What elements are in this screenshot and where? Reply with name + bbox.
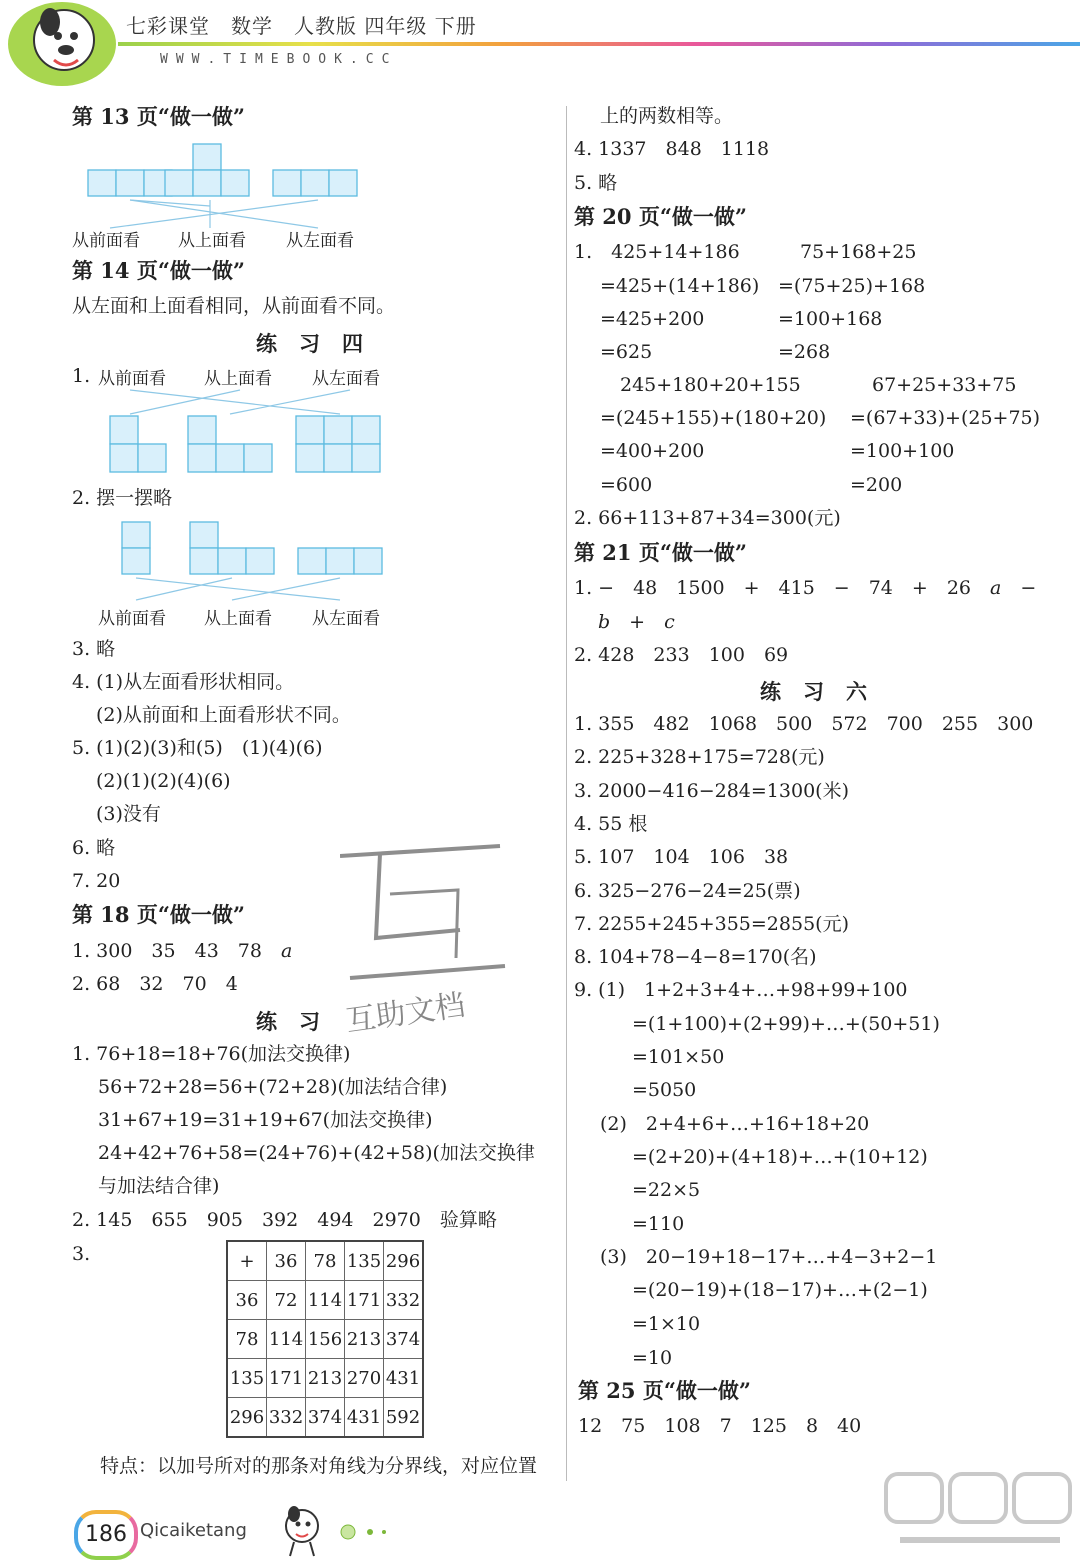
- ex6-line: =22×5: [632, 1179, 701, 1201]
- ex5-line: 1. 76+18=18+76(加法交换律): [72, 1043, 351, 1065]
- table-row: [227, 1359, 423, 1398]
- ex5-line: 56+72+28=56+(72+28)(加法结合律): [98, 1076, 448, 1098]
- p20-line: =625: [600, 341, 653, 363]
- watermark-text: 互助文档: [343, 987, 468, 1040]
- table-cell: 332: [384, 1281, 424, 1320]
- ex4-line: 3. 略: [72, 638, 116, 660]
- table-cell: 78: [306, 1241, 345, 1281]
- table-cell: 431: [384, 1359, 424, 1398]
- p20-line: =400+200: [600, 440, 705, 462]
- p20-col2-line: =(75+25)+168: [778, 275, 926, 297]
- right-line: 4. 1337 848 1118: [574, 138, 770, 160]
- table-cell: 332: [267, 1398, 306, 1438]
- ex5-line: 与加法结合律): [98, 1175, 220, 1197]
- p20-col2-line: =268: [778, 341, 831, 363]
- table-cell: 431: [345, 1398, 384, 1438]
- table-cell: 213: [306, 1359, 345, 1398]
- p13-label-front: 从前面看: [72, 231, 140, 251]
- ex4-q2-label-top: 从上面看: [204, 609, 272, 629]
- p13-heading: 第 13 页“做一做”: [72, 104, 246, 129]
- ex6-line: 6. 325−276−24=25(票): [574, 880, 801, 902]
- p18-heading: 第 18 页“做一做”: [72, 902, 246, 927]
- ex6-line: =(1+100)+(2+99)+…+(50+51): [632, 1013, 940, 1035]
- p18-q1: 1. 300 35 43 78 a: [72, 940, 293, 962]
- ex4-q2: 2. 摆一摆略: [72, 487, 173, 509]
- header-url: WWW.TIMEBOOK.CC: [160, 52, 398, 67]
- table-cell: 296: [384, 1241, 424, 1281]
- table-cell: +: [227, 1241, 267, 1281]
- addition-table: [226, 1240, 424, 1438]
- table-cell: 374: [384, 1320, 424, 1359]
- footer-mascot-icon: [272, 1502, 336, 1558]
- table-cell: 270: [345, 1359, 384, 1398]
- table-cell: 114: [306, 1281, 345, 1320]
- ex6-line: =5050: [632, 1079, 697, 1101]
- table-row: [227, 1241, 423, 1281]
- ex6-line: 3. 2000−416−284=1300(米): [574, 780, 849, 802]
- p21-q1: 1. − 48 1500 + 415 − 74 + 26 a −: [574, 577, 1037, 599]
- right-line: 5. 略: [574, 172, 618, 194]
- table-cell: 171: [267, 1359, 306, 1398]
- ex4-line: (2)从前面和上面看形状不同。: [96, 704, 351, 726]
- table-row: [227, 1398, 423, 1438]
- ex4-line: 5. (1)(2)(3)和(5) (1)(4)(6): [72, 737, 323, 759]
- table-cell: 114: [267, 1320, 306, 1359]
- table-cell: 171: [345, 1281, 384, 1320]
- table-cell: 72: [267, 1281, 306, 1320]
- table-cell: 296: [227, 1398, 267, 1438]
- p20-line: =425+(14+186): [600, 275, 760, 297]
- ex6-line: 1. 355 482 1068 500 572 700 255 300: [574, 713, 1034, 735]
- p20-col2-line: 67+25+33+75: [872, 374, 1017, 396]
- p18-q2: 2. 68 32 70 4: [72, 973, 238, 995]
- p13-label-left: 从左面看: [286, 231, 354, 251]
- p20-heading: 第 20 页“做一做”: [574, 204, 748, 229]
- p21-q2: 2. 428 233 100 69: [574, 644, 789, 666]
- ex6-line: 5. 107 104 106 38: [574, 846, 789, 868]
- ex6-line: 7. 2255+245+355=2855(元): [574, 913, 849, 935]
- ex6-line: 8. 104+78−4−8=170(名): [574, 946, 817, 968]
- ex6-line: =(2+20)+(4+18)+…+(10+12): [632, 1146, 928, 1168]
- table-cell: 135: [227, 1359, 267, 1398]
- ex5-line: 24+42+76+58=(24+76)+(42+58)(加法交换律: [98, 1142, 535, 1164]
- ex6-line: (2) 2+4+6+…+16+18+20: [600, 1113, 870, 1135]
- ex4-q1-label-left: 从左面看: [312, 369, 380, 389]
- ex6-line: (3) 20−19+18−17+…+4−3+2−1: [600, 1246, 938, 1268]
- p21-heading: 第 21 页“做一做”: [574, 540, 748, 565]
- p20-col2-line: 75+168+25: [800, 241, 917, 263]
- ex4-line: (2)(1)(2)(4)(6): [96, 770, 231, 792]
- ex5-line: 31+67+19=31+19+67(加法交换律): [98, 1109, 433, 1131]
- ex4-q2-label-front: 从前面看: [98, 609, 166, 629]
- p20-line: =425+200: [600, 308, 705, 330]
- table-row: [227, 1281, 423, 1320]
- p14-text: 从左面和上面看相同，从前面看不同。: [72, 295, 396, 317]
- table-cell: 135: [345, 1241, 384, 1281]
- p20-col2-line: =200: [850, 474, 903, 496]
- ex6-line: =101×50: [632, 1046, 725, 1068]
- table-cell: 78: [227, 1320, 267, 1359]
- p20-col2-line: =(67+33)+(25+75): [850, 407, 1041, 429]
- q3-num: 3.: [72, 1243, 91, 1265]
- table-cell: 36: [267, 1241, 306, 1281]
- ex6-line: =(20−19)+(18−17)+…+(2−1): [632, 1279, 928, 1301]
- ex5-heading: 练习: [256, 1009, 342, 1034]
- table-cell: 374: [306, 1398, 345, 1438]
- decorative-dots-icon: [340, 1522, 400, 1542]
- p20-line: 1. 425+14+186: [574, 241, 740, 263]
- ex4-line: (3)没有: [96, 803, 161, 825]
- p14-heading: 第 14 页“做一做”: [72, 258, 246, 283]
- ex6-line: 4. 55 根: [574, 813, 648, 835]
- right-line: 上的两数相等。: [600, 105, 734, 127]
- table-cell: 156: [306, 1320, 345, 1359]
- ex6-heading: 练习六: [760, 679, 889, 704]
- p20-col2-line: =100+100: [850, 440, 955, 462]
- p25-heading: 第 25 页“做一做”: [578, 1378, 752, 1403]
- ex6-line: =1×10: [632, 1313, 701, 1335]
- table-cell: 592: [384, 1398, 424, 1438]
- header-title: 七彩课堂 数学 人教版 四年级 下册: [126, 14, 477, 38]
- ex4-line: 7. 20: [72, 870, 121, 892]
- ex6-line: =110: [632, 1213, 685, 1235]
- corner-watermark-stamp: [880, 1468, 1075, 1556]
- table-row: [227, 1320, 423, 1359]
- ex5-line: 2. 145 655 905 392 494 2970 验算略: [72, 1209, 497, 1231]
- ex4-line: 4. (1)从左面看形状相同。: [72, 671, 295, 693]
- p20-line: 245+180+20+155: [620, 374, 801, 396]
- brand-text: Qicaiketang: [140, 1520, 247, 1541]
- ex4-line: 6. 略: [72, 837, 116, 859]
- p21-q1-cont: b + c: [598, 611, 675, 633]
- table-cell: 36: [227, 1281, 267, 1320]
- ex6-line: =10: [632, 1347, 673, 1369]
- page-number: 186: [74, 1510, 138, 1560]
- p20-line: 2. 66+113+87+34=300(元): [574, 507, 841, 529]
- ex4-q1-num: 1.: [72, 365, 91, 387]
- p20-line: =(245+155)+(180+20): [600, 407, 827, 429]
- ex6-line: 2. 225+328+175=728(元): [574, 746, 825, 768]
- ex4-q2-label-left: 从左面看: [312, 609, 380, 629]
- p20-col2-line: =100+168: [778, 308, 883, 330]
- feature-text: 特点：以加号所对的那条对角线为分界线，对应位置: [100, 1455, 538, 1477]
- ex6-line: 9. (1) 1+2+3+4+…+98+99+100: [574, 979, 908, 1001]
- p25-line: 12 75 108 7 125 8 40: [578, 1415, 862, 1437]
- ex4-q1-label-top: 从上面看: [204, 369, 272, 389]
- table-cell: 213: [345, 1320, 384, 1359]
- p20-line: =600: [600, 474, 653, 496]
- p13-label-top: 从上面看: [178, 231, 246, 251]
- ex4-heading: 练习四: [256, 331, 385, 356]
- ex4-q1-label-front: 从前面看: [98, 369, 166, 389]
